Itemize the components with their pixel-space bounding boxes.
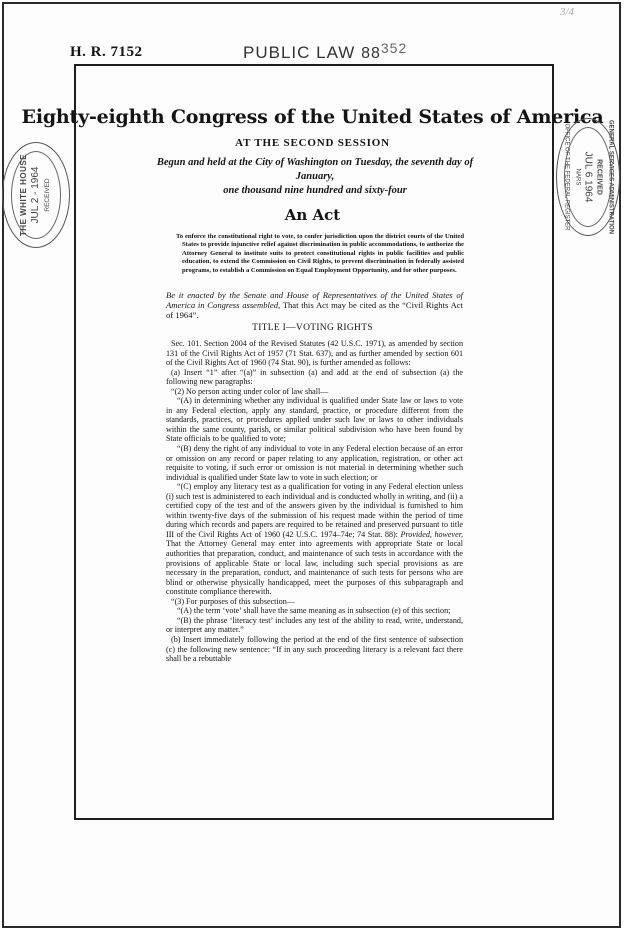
gsa-stamp-division: NARS	[574, 168, 581, 186]
section-paragraph: “(B) the phrase ‘literacy test’ includes any test of the ability to read, write, understand, or interpret any matter.”	[166, 615, 463, 635]
congress-title: Eighty-eighth Congress of the United States of America	[21, 106, 604, 128]
section-paragraph: “(2) No person acting under color of law shall—	[171, 386, 329, 396]
enacting-clause-italic: Be it enacted by the Senate and House of Representatives of the United States of America in Congress assembled,	[166, 290, 463, 310]
white-house-stamp-name: THE WHITE HOUSE	[19, 153, 28, 237]
begun-line-2: one thousand nine hundred and sixty-four	[223, 185, 407, 196]
section-paragraph: (b) Insert immediately following the period at the end of the first sentence of subsection (c) the following new sentence: “If in any such proceeding literacy is a relevant fact there shall be a rebuttable	[166, 634, 463, 664]
gsa-stamp-status: RECEIVED	[595, 159, 603, 195]
session-heading: AT THE SECOND SESSION	[235, 137, 390, 149]
act-body-text	[166, 339, 463, 664]
public-law-handwritten-number: 352	[380, 40, 408, 56]
title-heading: TITLE I—VOTING RIGHTS	[252, 323, 373, 333]
corner-handwritten-mark: 3/4	[560, 6, 575, 18]
white-house-stamp-date: JUL 2 - 1964	[30, 166, 41, 224]
section-paragraph: “(A) the term ‘vote’ shall have the same meaning as in subsection (e) of this section;	[177, 606, 451, 616]
proviso-italic: Provided, however,	[400, 529, 463, 539]
white-house-stamp-status: RECEIVED	[44, 178, 51, 212]
proviso-lead: “(C) employ any literacy test as a qualification for voting in any Federal election unless (i) such test is administered to each individual and is conducted wholly in writing, and (ii) a certified copy of the test and of the answers given by the individual is furnished to him within twenty-five days of the submission of his request made within the period of time during which records and papers are required to be retained and preserved pursuant to title III of the Civil Rights Act of 1960 (42 U.S.C. 1974–74e; 74 Stat. 88):	[166, 482, 463, 539]
gsa-stamp-date: JUL 6 1964	[582, 151, 594, 203]
gsa-received-stamp	[556, 118, 620, 236]
enacting-clause	[166, 290, 463, 320]
section-paragraph: (a) Insert “1” after “(a)” in subsection (a) and add at the end of subsection (a) the following new paragraphs:	[166, 367, 463, 387]
gsa-stamp-office: OFFICE OF THE FEDERAL REGISTER	[563, 123, 570, 231]
proviso-rest: That the Attorney General may enter into agreements with appropriate State or local authorities that preparation, conduct, and maintenance of such tests in accordance with the provisions of applicable State or local law, including such special provisions as are necessary in the preparation, conduct, and maintenance of such tests for persons who are blind or otherwise physically handicapped, meet the purposes of this subparagraph and constitute compliance therewith.	[166, 539, 463, 597]
section-paragraph: “(3) For purposes of this subsection—	[171, 596, 295, 606]
gsa-stamp-agency: GENERAL SERVICES ADMINISTRATION	[607, 119, 614, 235]
public-law-number: 88	[361, 45, 381, 62]
section-paragraph-proviso	[166, 482, 463, 597]
begun-line-1: Begun and held at the City of Washington on Tuesday, the seventh day of January,	[156, 157, 474, 182]
white-house-received-stamp	[2, 142, 70, 248]
purpose-clause: To enforce the constitutional right to vote, to confer jurisdiction upon the district courts of the United States to provide injunctive relief against discrimination in public accommodations, to authorize the Attorney General to institute suits to protect constitutional rights in public facilities and public education, to extend the Commission on Civil Rights, to prevent discrimination in federally assisted programs, to establish a Commission on Equal Employment Opportunity, and for other purposes.	[176, 233, 464, 274]
public-law-stamp	[243, 40, 407, 63]
section-paragraph: “(A) in determining whether any individual is qualified under State law or laws to vote in any Federal election, apply any standard, practice, or procedure different from the standards, practices, or procedures applied under such law or laws to other individuals within the same county, parish, or similar political subdivision who have been found by State officials to be qualified to vote;	[166, 396, 463, 444]
enacting-clause-rest: That this Act may be cited as the “Civil Rights Act of 1964”.	[166, 300, 463, 320]
section-paragraph: “(B) deny the right of any individual to vote in any Federal election because of an error or omission on any record or paper relating to any application, registration, or other act requisite to voting, if such error or omission is not material in determining whether such individual is qualified under State law to vote in such election; or	[166, 444, 463, 482]
an-act-heading: An Act	[284, 206, 341, 224]
begun-statement	[140, 156, 490, 198]
bill-number: H. R. 7152	[70, 44, 143, 60]
section-paragraph: Sec. 101. Section 2004 of the Revised Statutes (42 U.S.C. 1971), as amended by section 131 of the Civil Rights Act of 1957 (71 Stat. 637), and as further amended by section 601 of the Civil Rights Act of 1960 (74 Stat. 90), is further amended as follows:	[166, 339, 463, 368]
public-law-label: PUBLIC LAW	[243, 43, 356, 62]
